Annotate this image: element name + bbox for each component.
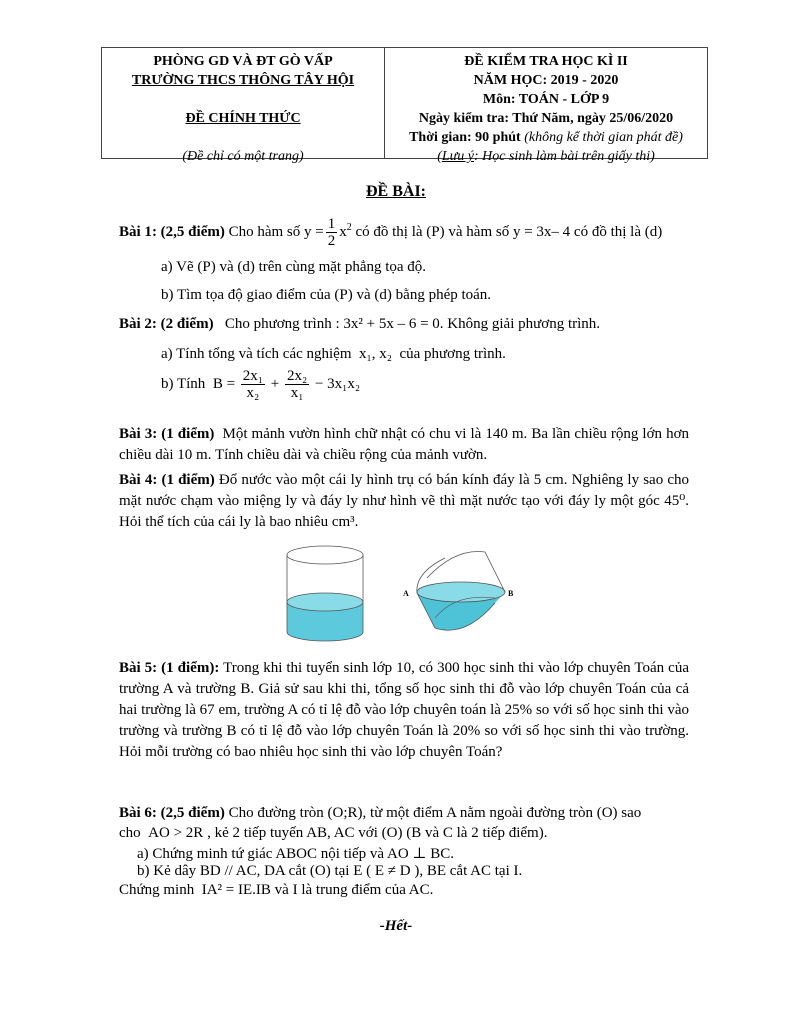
- exam-date: Ngày kiểm tra: Thứ Năm, ngày 25/06/2020: [418, 111, 674, 126]
- q6-line-2: cho AO > 2R , kẻ 2 tiếp tuyến AB, AC với (O) (B và C là 2 tiếp điểm).: [119, 825, 548, 841]
- q1-line: Bài 1: (2,5 điểm) Cho hàm số y = $\frac{1}{2}$ $x^2$ có đồ thị là (P) và hàm số y = 3x– 4 có đồ thị là (d): [119, 216, 663, 250]
- exam-title: ĐỀ KIỂM TRA HỌC KÌ II: [464, 54, 628, 69]
- tilted-water-surface: [417, 582, 505, 602]
- q6-line-1: Bài 6: (2,5 điểm) Cho đường tròn (O;R), từ một điểm A nằm ngoài đường tròn (O) sao: [119, 805, 642, 821]
- q6-c: Chứng minh IA² = IE.IB và I là trung điểm của AC.: [119, 882, 434, 898]
- exam-time: Thời gian: 90 phút (không kể thời gian phát đề): [409, 130, 683, 145]
- label-A: A: [403, 589, 409, 598]
- q5: Bài 5: (1 điểm): Trong khi thi tuyển sinh lớp 10, có 300 học sinh thi vào lớp chuyên Toán của trường A và trường B. Giả sử sau khi thi, tổng số học sinh thi đỗ vào lớp chuyên Toán của cả hai trường là 67 em, trường A có tỉ lệ đỗ vào lớp chuyên toán là 25% so với số học sinh thi vào trường và trường B có tỉ lệ đỗ vào lớp chuyên Toán là 20% so với số học sinh thi vào trường. Hỏi mỗi trường có bao nhiêu học sinh thi vào lớp chuyên Toán?: [119, 660, 689, 760]
- header-box: [101, 47, 708, 164]
- q2-line: Bài 2: (2 điểm) Cho phương trình : 3x² + 5x – 6 = 0. Không giải phương trình.: [119, 316, 601, 332]
- q1-a: a) Vẽ (P) và (d) trên cùng mặt phẳng tọa độ.: [161, 259, 427, 275]
- header-left: [102, 48, 385, 164]
- end-mark: -Hết-: [379, 918, 413, 934]
- water-surface: [287, 593, 363, 611]
- header-right: [385, 48, 707, 164]
- page-title: ĐỀ BÀI:: [365, 183, 426, 200]
- q2-a: a) Tính tổng và tích các nghiệm x₁, x₂ của phương trình.: [161, 346, 506, 362]
- q1-fraction: $\frac{1}{2}$: [327, 216, 336, 250]
- q6-b: b) Kẻ dây BD // AC, DA cắt (O) tại E ( E ≠ D ), BE cắt AC tại I.: [137, 863, 523, 879]
- q2-b: b) Tính B = $\frac{\text{2x₁}}{\text{x₂}}$ + $\frac{\text{2x₂}}{\text{x₁}}$ − 3x₁x₂: [161, 368, 361, 401]
- dept-name: PHÒNG GD VÀ ĐT GÒ VẤP: [153, 54, 333, 69]
- q2-fraction-1: $\frac{\text{2x₁}}{\text{x₂}}$: [242, 368, 264, 401]
- school-year: NĂM HỌC: 2019 - 2020: [473, 73, 619, 88]
- q1-b: b) Tìm tọa độ giao điểm của (P) và (d) bằng phép toán.: [161, 287, 492, 303]
- cup-rim: [287, 546, 363, 564]
- q4: Bài 4: (1 điểm) Đổ nước vào một cái ly hình trụ có bán kính đáy là 5 cm. Nghiêng ly sao cho mặt nước chạm vào miệng ly và đáy ly như hình vẽ thì mặt nước tạo với đáy ly một góc 45⁰. Hỏi thể tích của cái ly là bao nhiêu cm³.: [119, 472, 690, 530]
- official-label: ĐỀ CHÍNH THỨC: [185, 111, 301, 126]
- label-B: B: [508, 589, 514, 598]
- school-name: TRƯỜNG THCS THÔNG TÂY HỘI: [131, 73, 355, 88]
- subject: Môn: TOÁN - LỚP 9: [482, 92, 610, 107]
- q6-a: a) Chứng minh tứ giác ABOC nội tiếp và AO ⊥ BC.: [137, 846, 455, 862]
- q2-fraction-2: $\frac{\text{2x₂}}{\text{x₁}}$: [286, 368, 308, 401]
- q3: Bài 3: (1 điểm) Một mảnh vườn hình chữ nhật có chu vi là 140 m. Ba lần chiều rộng lớn hơn chiều dài 10 m. Tính chiều dài và chiều rộng của mảnh vườn.: [119, 426, 690, 463]
- tilted-cup-figure: [395, 538, 525, 648]
- exam-note: (Lưu ý: Học sinh làm bài trên giấy thi): [437, 149, 655, 164]
- upright-cup-figure: [275, 540, 375, 650]
- page-note: (Đề chỉ có một trang): [182, 149, 304, 164]
